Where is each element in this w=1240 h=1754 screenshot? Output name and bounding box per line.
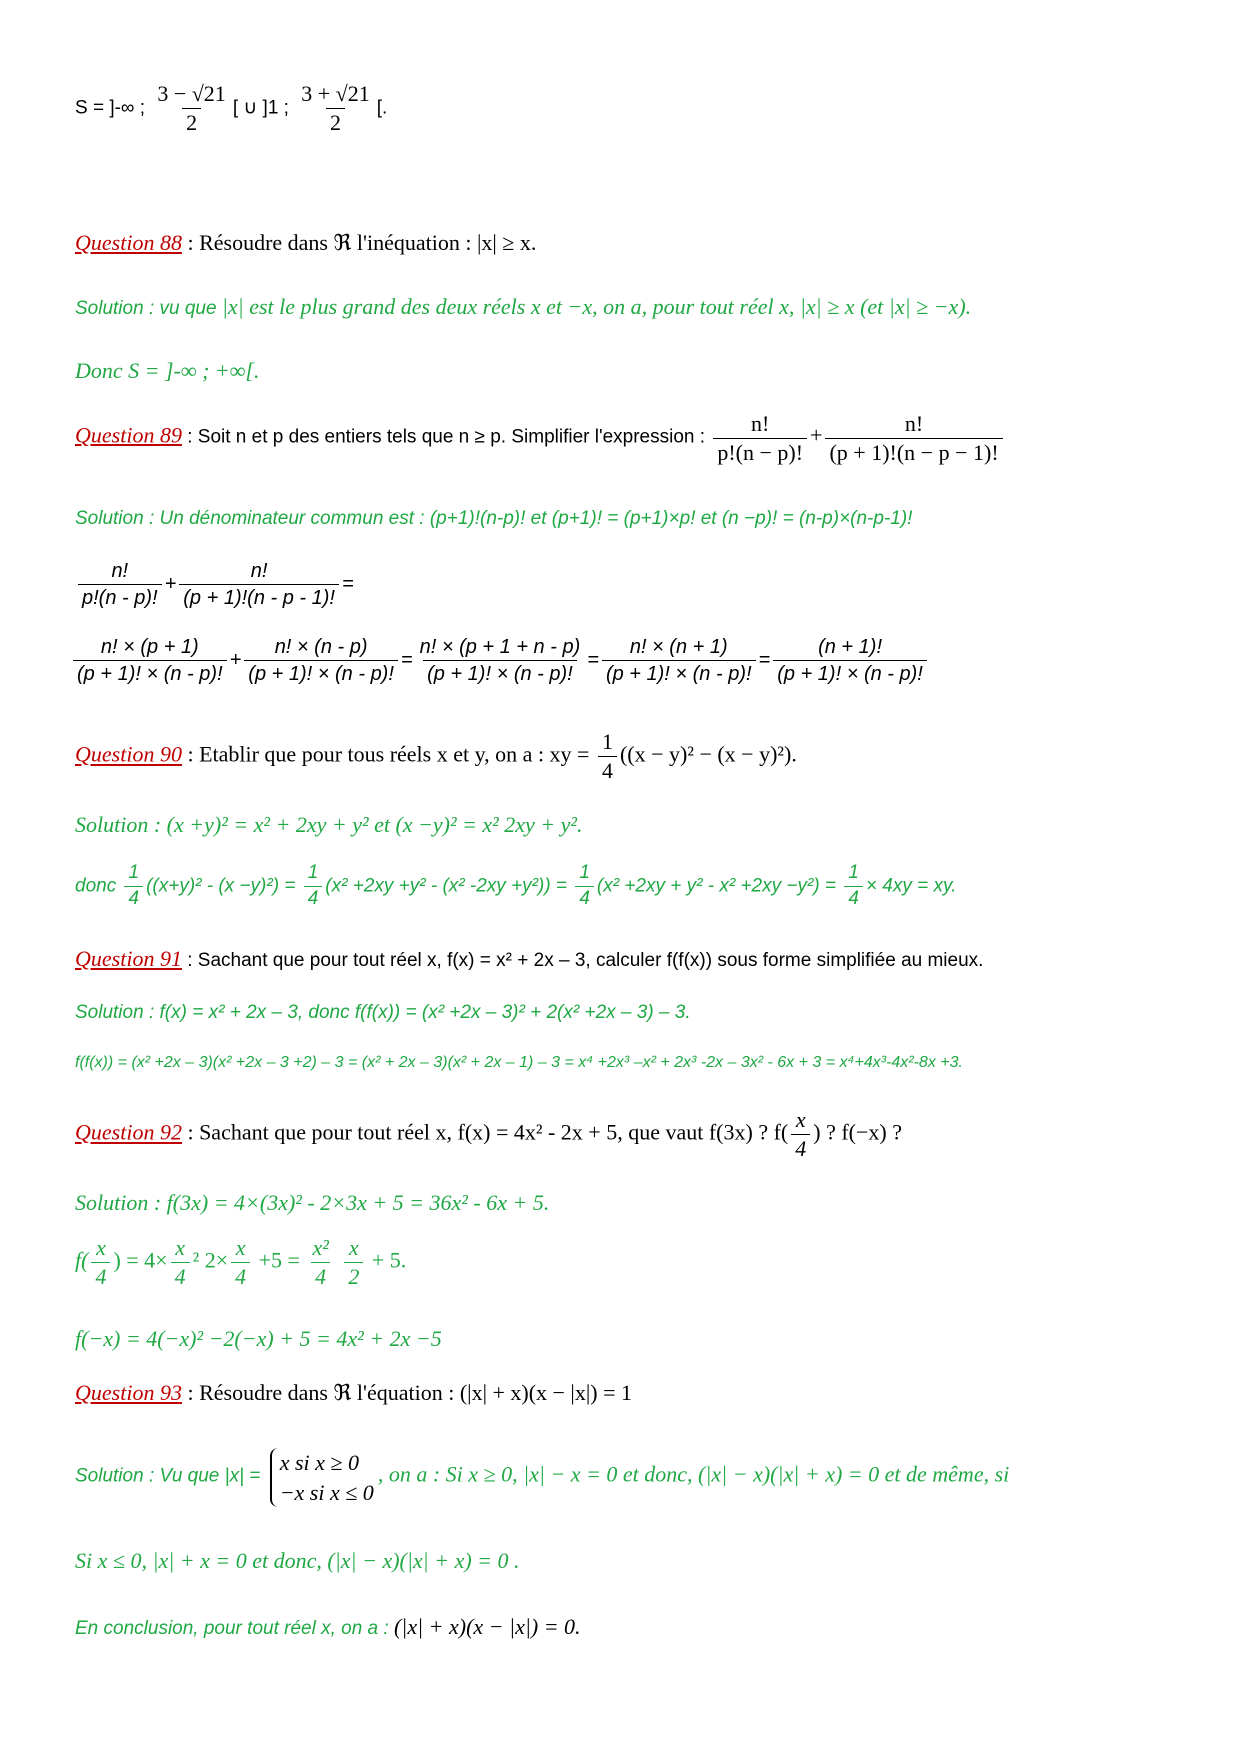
fraction-numerator: x bbox=[235, 1235, 246, 1260]
solution-93-conclusion bbox=[75, 1614, 581, 1640]
derivation-part: × 4xy = xy. bbox=[865, 875, 957, 897]
fraction-numerator: x bbox=[96, 1235, 106, 1260]
fraction bbox=[344, 1236, 363, 1289]
solution-text: |x| est le plus grand des deux réels x et −x, on a, pour tout réel x, |x| ≥ x (et |x| ≥ −x). bbox=[221, 294, 972, 319]
fraction-numerator: 3 − √21 bbox=[157, 81, 226, 106]
plus-sign: + bbox=[229, 648, 242, 671]
fraction-denominator: 4 bbox=[171, 1262, 190, 1289]
fraction bbox=[153, 82, 229, 135]
fraction-denominator: 4 bbox=[304, 886, 323, 910]
fraction bbox=[791, 1108, 810, 1161]
solution-89: Solution : Un dénominateur commun est : (p+1)!(n-p)! et (p+1)! = (p+1)×p! et (n −p)! = (n-p)×(n-p-1)! bbox=[75, 508, 913, 529]
fraction bbox=[231, 1236, 250, 1289]
fraction bbox=[844, 863, 863, 910]
question-text: : Sachant que pour tout réel x, f(x) = 4x² - 2x + 5, que vaut f(3x) ? f( bbox=[181, 1119, 789, 1145]
solution-91: Solution : f(x) = x² + 2x – 3, donc f(f(x)) = (x² +2x – 3)² + 2(x² +2x – 3) – 3. bbox=[75, 1002, 691, 1023]
fraction bbox=[602, 636, 756, 685]
fraction bbox=[773, 636, 927, 685]
fraction-numerator: n! × (p + 1) bbox=[100, 636, 199, 658]
fraction-denominator: 4 bbox=[598, 756, 617, 783]
question-label: Question 93 bbox=[75, 1380, 182, 1405]
solution-text: , on a : Si x ≥ 0, |x| − x = 0 et donc, (|x| − x)(|x| + x) = 0 et de même, si bbox=[377, 1461, 1010, 1487]
solution-93-negative-case: Si x ≤ 0, |x| + x = 0 et donc, (|x| − x)(|x| + x) = 0 . bbox=[75, 1548, 520, 1573]
equals-sign: = bbox=[758, 648, 771, 671]
solution-92: Solution : f(3x) = 4×(3x)² - 2×3x + 5 = 36x² - 6x + 5. bbox=[75, 1190, 550, 1215]
fraction-numerator: n! bbox=[250, 560, 268, 582]
conclusion-equation: (|x| + x)(x − |x|) = 0. bbox=[393, 1614, 581, 1639]
question-text: : Résoudre dans ℜ l'inéquation : |x| ≥ x. bbox=[181, 230, 537, 255]
case-negative: −x si x ≤ 0 bbox=[279, 1479, 374, 1505]
fraction-denominator: p!(n - p)! bbox=[78, 584, 162, 609]
derivation-part: (x² +2xy + y² - x² +2xy −y²) = bbox=[596, 875, 842, 897]
fraction-denominator: 2 bbox=[182, 108, 201, 135]
fraction-numerator: x bbox=[348, 1235, 359, 1260]
fraction-numerator: n! bbox=[904, 411, 924, 436]
question-90 bbox=[75, 730, 797, 783]
derivation-part: (x² +2xy +y² - (x² -2xy +y²)) = bbox=[325, 875, 573, 897]
fraction bbox=[713, 412, 807, 465]
fraction-denominator: (p + 1)!(n - p - 1)! bbox=[179, 584, 339, 609]
fraction bbox=[244, 636, 398, 685]
solution-90-derivation bbox=[75, 863, 956, 910]
solution-88 bbox=[75, 294, 971, 320]
solution-91-expansion: f(f(x)) = (x² +2x – 3)(x² +2x – 3 +2) – 3 = (x² + 2x – 3)(x² + 2x – 1) – 3 = x⁴ +2x³ –x² + 2x³ -2x – 3x² - 6x + 3 = x⁴+4x³-4x²-8x +3. bbox=[75, 1054, 963, 1071]
equals-sign: = bbox=[341, 572, 354, 595]
plus-sign: + bbox=[164, 572, 177, 595]
fraction-denominator: (p + 1)! × (n - p)! bbox=[773, 660, 927, 685]
solution-90: Solution : (x +y)² = x² + 2xy + y² et (x −y)² = x² 2xy + y². bbox=[75, 812, 583, 837]
solution-intro: Solution : Vu que |x| = bbox=[75, 1465, 266, 1487]
piecewise-brace bbox=[270, 1448, 374, 1507]
fraction-numerator: (n + 1)! bbox=[818, 636, 882, 658]
question-89 bbox=[75, 412, 1006, 465]
fraction bbox=[91, 1236, 110, 1289]
fraction bbox=[598, 730, 617, 783]
solution-88-conclusion: Donc S = ]-∞ ; +∞[. bbox=[75, 358, 260, 383]
fraction-denominator: 4 bbox=[311, 1262, 330, 1289]
fraction-numerator: n! × (p + 1 + n - p) bbox=[419, 636, 581, 658]
fraction-denominator: 4 bbox=[91, 1262, 110, 1289]
question-text: : Résoudre dans ℜ l'équation : (|x| + x)(x − |x|) = 1 bbox=[181, 1380, 632, 1405]
question-92 bbox=[75, 1108, 902, 1161]
case-positive: x si x ≥ 0 bbox=[279, 1450, 359, 1475]
fraction bbox=[179, 560, 339, 609]
fraction-denominator: 4 bbox=[575, 886, 594, 910]
fraction-numerator: n! × (n - p) bbox=[274, 636, 368, 658]
question-end: ) ? f(−x) ? bbox=[813, 1119, 902, 1145]
equation-89-line2 bbox=[70, 636, 930, 685]
expr-part: + 5. bbox=[366, 1247, 407, 1273]
fraction-denominator: (p + 1)! × (n - p)! bbox=[244, 660, 398, 685]
solution-93 bbox=[75, 1448, 1009, 1507]
fraction-denominator: 4 bbox=[124, 886, 143, 910]
solution-92-f-x-over-4 bbox=[75, 1236, 406, 1289]
equals-sign: = bbox=[400, 648, 413, 671]
fraction bbox=[575, 863, 594, 910]
fraction bbox=[124, 863, 143, 910]
fraction-denominator: (p + 1)! × (n - p)! bbox=[423, 660, 577, 685]
question-label: Question 92 bbox=[75, 1119, 182, 1145]
expr-part: ² 2× bbox=[192, 1247, 229, 1273]
fraction-numerator: 1 bbox=[579, 862, 590, 883]
fraction-denominator: 2 bbox=[344, 1262, 363, 1289]
fraction bbox=[73, 636, 227, 685]
set-end: [. bbox=[376, 97, 388, 119]
fraction-denominator: 4 bbox=[791, 1134, 810, 1161]
expr-part: +5 = bbox=[253, 1247, 306, 1273]
question-label: Question 88 bbox=[75, 230, 182, 255]
fraction-denominator: (p + 1)! × (n - p)! bbox=[602, 660, 756, 685]
solution-intro: Solution : vu que bbox=[75, 298, 222, 319]
fraction bbox=[171, 1236, 190, 1289]
set-prefix: S = ]-∞ ; bbox=[75, 97, 151, 119]
fraction-numerator: n! × (n + 1) bbox=[629, 636, 728, 658]
fraction-numerator: 1 bbox=[307, 862, 319, 883]
fraction-numerator: x² bbox=[312, 1235, 329, 1260]
fraction-numerator: 1 bbox=[128, 862, 140, 883]
question-text: : Etablir que pour tous réels x et y, on a : xy = bbox=[181, 741, 595, 767]
question-88 bbox=[75, 230, 536, 256]
fraction-numerator: 1 bbox=[601, 729, 613, 754]
fraction bbox=[825, 412, 1002, 465]
solution-92-f-minus-x: f(−x) = 4(−x)² −2(−x) + 5 = 4x² + 2x −5 bbox=[75, 1326, 442, 1351]
fraction-numerator: n! bbox=[111, 560, 129, 582]
fraction-numerator: 3 + √21 bbox=[301, 81, 370, 106]
fraction-numerator: x bbox=[795, 1107, 806, 1132]
fraction bbox=[416, 636, 585, 685]
fraction bbox=[304, 863, 323, 910]
fraction-numerator: n! bbox=[751, 411, 770, 436]
question-93 bbox=[75, 1380, 632, 1406]
equals-sign: = bbox=[587, 648, 599, 671]
expr-part bbox=[336, 1248, 342, 1273]
question-text: : Sachant que pour tout réel x, f(x) = x² + 2x – 3, calculer f(f(x)) sous forme simplifiée au mieux. bbox=[181, 950, 984, 971]
equation-89-line1 bbox=[75, 560, 354, 609]
fraction-denominator: 4 bbox=[231, 1262, 250, 1289]
fraction bbox=[308, 1236, 332, 1289]
derivation-prefix: donc bbox=[75, 875, 122, 897]
expr-part: ) = 4× bbox=[113, 1247, 168, 1273]
fraction-denominator: 4 bbox=[844, 886, 863, 910]
question-text: : Soit n et p des entiers tels que n ≥ p. Simplifier l'expression : bbox=[181, 426, 711, 448]
question-label: Question 90 bbox=[75, 741, 182, 767]
fraction-denominator: p!(n − p)! bbox=[713, 438, 807, 465]
set-middle: [ ∪ ]1 ; bbox=[232, 97, 295, 119]
fraction bbox=[297, 82, 373, 135]
fraction-denominator: (p + 1)!(n − p − 1)! bbox=[825, 438, 1002, 465]
plus-sign: + bbox=[810, 422, 823, 448]
fraction-numerator: x bbox=[175, 1235, 185, 1260]
fraction-denominator: 2 bbox=[326, 108, 345, 135]
expr-part: f( bbox=[75, 1247, 89, 1273]
question-91 bbox=[75, 946, 983, 972]
question-label: Question 91 bbox=[75, 946, 182, 971]
derivation-part: ((x+y)² - (x −y)²) = bbox=[146, 875, 301, 897]
question-end: ((x − y)² − (x − y)²). bbox=[619, 741, 797, 767]
fraction-numerator: 1 bbox=[848, 862, 859, 883]
fraction-denominator: (p + 1)! × (n - p)! bbox=[73, 660, 227, 685]
conclusion-intro: En conclusion, pour tout réel x, on a : bbox=[75, 1618, 394, 1639]
question-label: Question 89 bbox=[75, 422, 182, 448]
fraction bbox=[78, 560, 162, 609]
solution-set-line bbox=[75, 82, 387, 135]
